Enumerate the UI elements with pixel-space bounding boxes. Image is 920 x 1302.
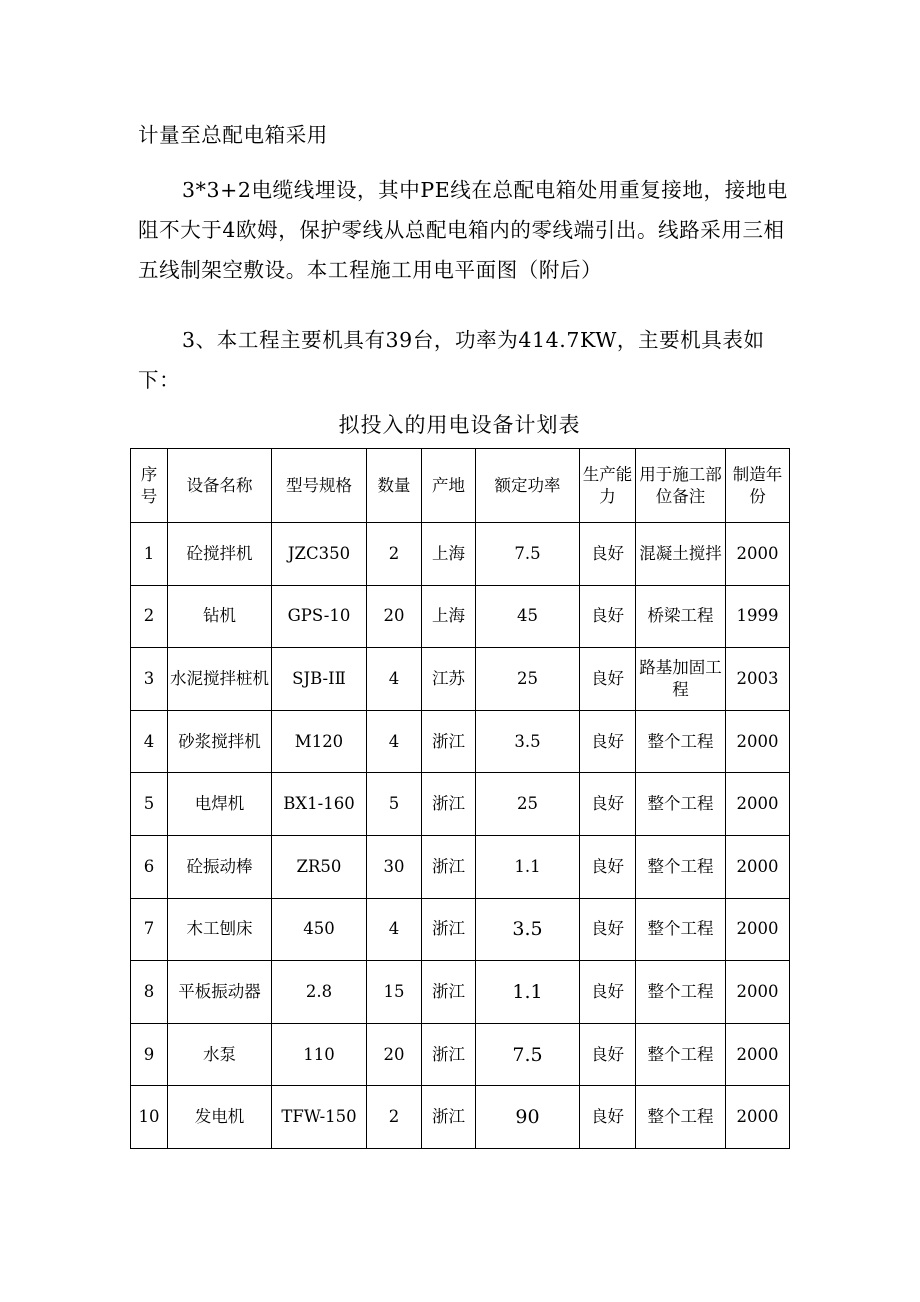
cell-capacity: 良好 [580,773,636,836]
cell-capacity: 良好 [580,648,636,711]
cell-capacity: 良好 [580,523,636,586]
cell-name: 钻机 [168,585,272,648]
cell-year: 2000 [726,1086,790,1149]
cell-year: 2000 [726,898,790,961]
cell-index: 2 [131,585,168,648]
table-row [131,773,790,836]
cell-power: 25 [476,773,580,836]
cell-power: 90 [476,1086,580,1149]
table-row [131,1086,790,1149]
cell-power: 1.1 [476,835,580,898]
cell-year: 2003 [726,648,790,711]
paragraph-cable: 3*3+2电缆线埋设，其中PE线在总配电箱处用重复接地，接地电阻不大于4欧姆，保护零线从总配电箱内的零线端引出。线路采用三相五线制架空敷设。本工程施工用电平面图（附后） [138,178,788,282]
header-name: 设备名称 [168,449,272,523]
table-row [131,1023,790,1086]
cell-model: 2.8 [272,961,367,1024]
cell-capacity: 良好 [580,710,636,773]
cell-usage: 桥梁工程 [636,585,726,648]
cell-year: 2000 [726,835,790,898]
cell-power: 25 [476,648,580,711]
cell-quantity: 4 [367,648,422,711]
cell-usage: 整个工程 [636,710,726,773]
cell-origin: 江苏 [422,648,476,711]
cell-quantity: 2 [367,523,422,586]
cell-index: 8 [131,961,168,1024]
cell-power: 3.5 [476,710,580,773]
header-capacity: 生产能力 [580,449,636,523]
header-power: 额定功率 [476,449,580,523]
cell-origin: 浙江 [422,1086,476,1149]
cell-name: 水泥搅拌桩机 [168,648,272,711]
cell-index: 3 [131,648,168,711]
cell-usage: 整个工程 [636,773,726,836]
cell-year: 2000 [726,1023,790,1086]
cell-quantity: 5 [367,773,422,836]
cell-usage: 整个工程 [636,1023,726,1086]
cell-usage: 整个工程 [636,835,726,898]
cell-capacity: 良好 [580,961,636,1024]
cell-usage: 整个工程 [636,1086,726,1149]
cell-usage: 整个工程 [636,961,726,1024]
cell-origin: 浙江 [422,773,476,836]
cell-model: M120 [272,710,367,773]
header-year: 制造年份 [726,449,790,523]
cell-quantity: 20 [367,1023,422,1086]
cell-capacity: 良好 [580,1086,636,1149]
cell-power: 7.5 [476,1023,580,1086]
cell-model: ZR50 [272,835,367,898]
cell-index: 5 [131,773,168,836]
cell-capacity: 良好 [580,585,636,648]
cell-model: SJB-ⅠⅡ [272,648,367,711]
cell-index: 1 [131,523,168,586]
cell-origin: 浙江 [422,710,476,773]
cell-origin: 上海 [422,585,476,648]
cell-usage: 路基加固工程 [636,648,726,711]
header-model: 型号规格 [272,449,367,523]
cell-index: 4 [131,710,168,773]
cell-index: 9 [131,1023,168,1086]
header-quantity: 数量 [367,449,422,523]
cell-name: 砼振动棒 [168,835,272,898]
equipment-table [130,448,790,1149]
cell-quantity: 20 [367,585,422,648]
cell-quantity: 2 [367,1086,422,1149]
table-row [131,710,790,773]
cell-name: 水泵 [168,1023,272,1086]
cell-model: BX1-160 [272,773,367,836]
cell-model: 450 [272,898,367,961]
cell-quantity: 30 [367,835,422,898]
cell-model: 110 [272,1023,367,1086]
table-row [131,835,790,898]
cell-capacity: 良好 [580,898,636,961]
table-header-row [131,449,790,523]
cell-index: 7 [131,898,168,961]
cell-model: GPS-10 [272,585,367,648]
cell-power: 7.5 [476,523,580,586]
cell-year: 2000 [726,773,790,836]
cell-capacity: 良好 [580,835,636,898]
cell-name: 木工刨床 [168,898,272,961]
table-title: 拟投入的用电设备计划表 [338,413,581,437]
header-index: 序号 [131,449,168,523]
cell-year: 1999 [726,585,790,648]
cell-power: 1.1 [476,961,580,1024]
cell-year: 2000 [726,710,790,773]
cell-index: 10 [131,1086,168,1149]
header-origin: 产地 [422,449,476,523]
cell-power: 3.5 [476,898,580,961]
cell-index: 6 [131,835,168,898]
cell-power: 45 [476,585,580,648]
cell-model: TFW-150 [272,1086,367,1149]
cell-usage: 混凝土搅拌 [636,523,726,586]
cell-quantity: 4 [367,710,422,773]
paragraph-intro: 计量至总配电箱采用 [138,123,328,147]
cell-origin: 浙江 [422,961,476,1024]
cell-quantity: 4 [367,898,422,961]
cell-year: 2000 [726,961,790,1024]
cell-model: JZC350 [272,523,367,586]
cell-usage: 整个工程 [636,898,726,961]
cell-name: 砂浆搅拌机 [168,710,272,773]
table-row [131,898,790,961]
cell-origin: 上海 [422,523,476,586]
header-usage: 用于施工部位备注 [636,449,726,523]
cell-capacity: 良好 [580,1023,636,1086]
table-row [131,523,790,586]
table-row [131,961,790,1024]
paragraph-equipment-summary: 3、本工程主要机具有39台，功率为414.7KW，主要机具表如下： [138,328,765,392]
cell-year: 2000 [726,523,790,586]
cell-origin: 浙江 [422,1023,476,1086]
cell-name: 电焊机 [168,773,272,836]
cell-name: 平板振动器 [168,961,272,1024]
table-row [131,585,790,648]
cell-name: 发电机 [168,1086,272,1149]
cell-name: 砼搅拌机 [168,523,272,586]
cell-origin: 浙江 [422,835,476,898]
cell-origin: 浙江 [422,898,476,961]
table-row [131,648,790,711]
cell-quantity: 15 [367,961,422,1024]
